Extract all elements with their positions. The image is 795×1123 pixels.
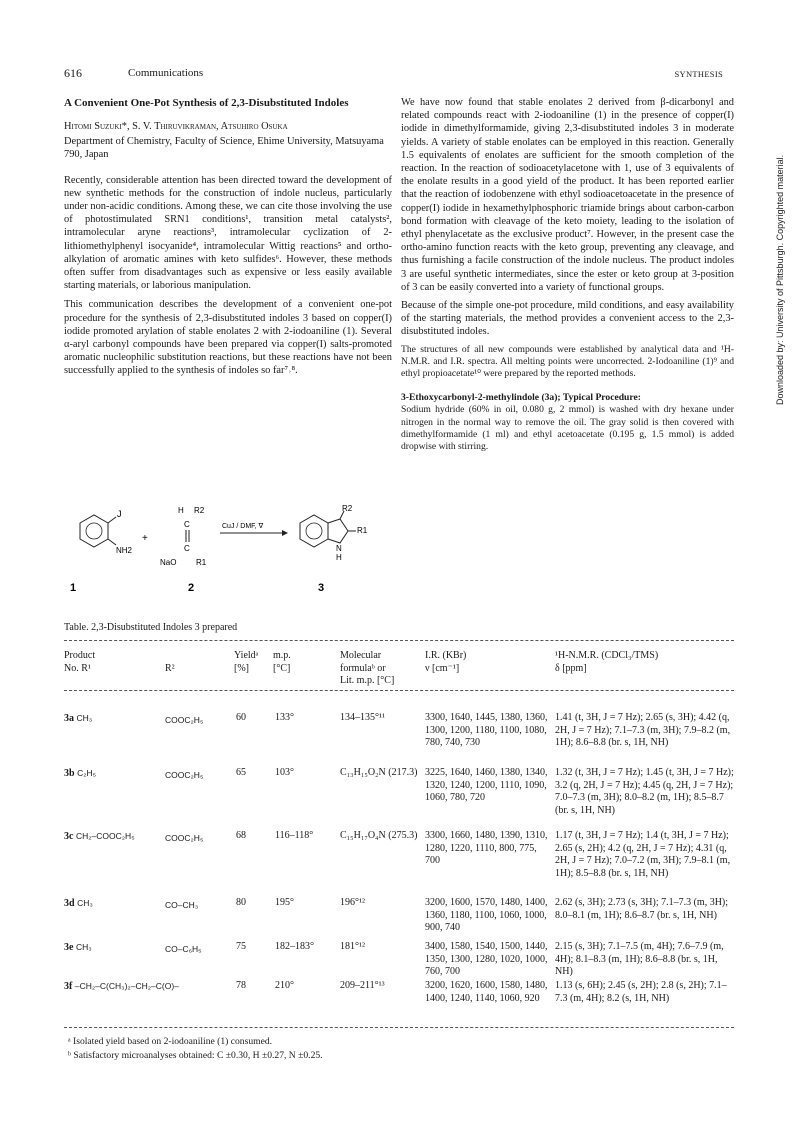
page-number: 616 (64, 66, 82, 80)
label-r1-indole: R1 (357, 526, 368, 535)
cell-r2: COOC₂H₅ (165, 715, 204, 725)
table-header-rule (64, 690, 734, 691)
label-h: H (178, 506, 184, 515)
left-column (64, 96, 392, 378)
cell-yield: 78 (236, 980, 246, 991)
cell-nmr: 1.32 (t, 3H, J = 7 Hz); 1.45 (t, 3H, J = 7 Hz); 3.2 (q, 2H, J = 7 Hz); 4.45 (q, 2H, J = 7 Hz); 7.0–7.3 (m, 3H); 8.0–8.2 (m, 1H); 8.5–8.7 (br. s, 1H, NH) (555, 767, 734, 816)
th-product: Product No. R¹ (64, 650, 96, 674)
benzene-ring-3 (300, 515, 328, 547)
affiliation: Department of Chemistry, Faculty of Science, Ehime University, Matsuyama 790, Japan (64, 136, 384, 161)
cell-yield: 80 (236, 897, 246, 908)
table-bottom-rule (64, 1027, 734, 1028)
plus-sign: + (142, 533, 148, 544)
right-column (401, 96, 734, 453)
cell-ir: 3300, 1660, 1480, 1390, 1310, 1280, 1220, 1110, 800, 775, 700 (425, 830, 548, 867)
cell-nmr: 1.17 (t, 3H, J = 7 Hz); 1.4 (t, 3H, J = 7 Hz); 2.65 (s, 2H); 4.2 (q, 2H, J = 7 Hz); 4.31 (q, 2H, J = 7 Hz); 7.0–7.2 (m, 3H); 7.9–8.1 (m, 1H); 8.5–8.8 (br. s, 1H, NH) (555, 830, 731, 879)
reaction-scheme (60, 505, 380, 595)
cell-mp: 210° (275, 980, 294, 991)
experimental-note: The structures of all new compounds were established by analytical data and ¹H-N.M.R. and I.R. spectra. All melting points were uncorrected. 2-Iodoaniline (1)⁹ and ethyl propioacetate¹⁰ were prepared by the reported methods. (401, 343, 734, 380)
cell-nmr: 2.15 (s, 3H); 7.1–7.5 (m, 4H); 7.6–7.9 (m, 4H); 8.1–8.3 (m, 1H); 8.6–8.8 (br. s, 1H, NH) (555, 941, 724, 978)
cell-formula: 134–135°¹¹ (340, 712, 385, 723)
cell-mp: 195° (275, 897, 294, 908)
compound-number-2: 2 (188, 582, 195, 594)
footnote-a: ᵃ Isolated yield based on 2-iodoaniline (1) consumed. (68, 1036, 273, 1047)
cell-formula: C₁₅H₁₇O₄N (275.3) (340, 830, 418, 841)
intro-paragraph-2: This communication describes the development of a convenient one-pot procedure for the synthesis of 2,3-disubstituted indoles 3 based on copper(I) iodide promoted arylation of stable enolates 2 with 2-iodoaniline (1). Several α-aryl carbonyl compounds have been prepared via copper(I) salts-promoted aromatic nucleophilic substitution reactions, but these reactions have not been successfully applied to the synthesis of indoles so far⁷˒⁸. (64, 299, 392, 377)
th-nmr: ¹H-N.M.R. (CDCl₃/TMS) δ [ppm] (555, 650, 659, 674)
cell-mp: 103° (275, 767, 294, 778)
cell-yield: 68 (236, 830, 246, 841)
cell-r2: CO–CH₃ (165, 900, 199, 910)
cell-nmr: 1.41 (t, 3H, J = 7 Hz); 2.65 (s, 3H); 4.42 (q, 2H, J = 7 Hz); 7.1–7.3 (m, 3H); 7.9–8.2 (m, 1H); 8.6–8.8 (br. s, 1H, NH) (555, 712, 731, 749)
label-c-top: C (184, 520, 190, 529)
aromatic-circle-3 (306, 523, 322, 539)
cell-r2: CO–C₆H₅ (165, 944, 202, 954)
th-mp: m.p. [°C] (273, 650, 291, 674)
cell-yield: 75 (236, 941, 246, 952)
cell-ir: 3200, 1600, 1570, 1480, 1400, 1360, 1180, 1100, 1060, 1000, 900, 740 (425, 897, 548, 934)
label-r1-enolate: R1 (196, 558, 207, 567)
table-row-3a: 3a CH₃ (64, 713, 93, 724)
th-r2: R² (165, 663, 175, 674)
cell-formula: 181°¹² (340, 941, 365, 952)
intro-paragraph-1: Recently, considerable attention has been directed toward the development of new synthetic methods for the construction of indole nucleus, particularly under non-acidic conditions. Among these, we can cite those involving the use of photostimulated SRN1 conditions¹, transition metal catalysts², intramolecular aryne reactions³, intramolecular cyclization of 2-lithiomethylphenyl isocyanide⁴, intramolecular Wittig reactions⁵ and ortho-alkylation of aromatic amines with keto sulfides⁶. However, these methods often suffer from disadvantages such as expensive or less easily available starting materials, or laborious manipulation. (64, 174, 392, 292)
reagent-label: CuJ / DMF, ∇ (222, 523, 264, 530)
compound-number-1: 1 (70, 582, 77, 594)
procedure-title: 3-Ethoxycarbonyl-2-methylindole (3a); Typical Procedure: (401, 392, 641, 404)
label-nh2: NH2 (116, 546, 133, 555)
article-title: A Convenient One-Pot Synthesis of 2,3-Disubstituted Indoles (64, 97, 349, 109)
cell-formula: 196°¹² (340, 897, 365, 908)
label-n-indole: N (336, 544, 342, 553)
pyrrole-ring (328, 519, 348, 543)
table-top-rule (64, 640, 734, 641)
label-c-bottom: C (184, 544, 190, 553)
cell-formula: 209–211°¹³ (340, 980, 385, 991)
journal-name: SYNTHESIS (674, 69, 723, 79)
benzene-ring-1 (80, 515, 108, 547)
cell-ir: 3300, 1640, 1445, 1380, 1360, 1300, 1200, 1180, 1100, 1080, 780, 740, 730 (425, 712, 548, 749)
cell-ir: 3200, 1620, 1600, 1580, 1480, 1400, 1240, 1140, 1060, 920 (425, 980, 548, 1004)
cell-yield: 65 (236, 767, 246, 778)
procedure-text: Sodium hydride (60% in oil, 0.080 g, 2 mmol) is washed with dry hexane under nitrogen in the normal way to remove the oil. The gray solid is then covered with dimethylformamide (1 ml) and ethyl acetoacetate (0.195 g, 1.5 mmol) is added dropwise with stirring. (401, 404, 734, 453)
label-nao: NaO (160, 558, 177, 567)
cell-mp: 133° (275, 712, 294, 723)
table-row-3e: 3e CH₃ (64, 942, 92, 953)
compound-number-3: 3 (318, 582, 325, 594)
authors: Hitomi Suzuki*, S. V. Thiruvikraman, Atsuhiro Osuka (64, 121, 288, 132)
aromatic-circle-1 (86, 523, 102, 539)
label-h-indole: H (336, 553, 342, 562)
th-formula: Molecular formulaᵇ or Lit. m.p. [°C] (340, 650, 395, 687)
label-iodo: J (117, 509, 122, 519)
cell-mp: 182–183° (275, 941, 314, 952)
table-row-3d: 3d CH₃ (64, 898, 93, 909)
cell-ir: 3400, 1580, 1540, 1500, 1440, 1350, 1300, 1280, 1020, 1000, 760, 700 (425, 941, 548, 978)
table-title: Table. 2,3-Disubstituted Indoles 3 prepared (64, 622, 238, 633)
label-r2-indole: R2 (342, 505, 353, 513)
cell-nmr: 1.13 (s, 6H); 2.45 (s, 2H); 2.8 (s, 2H); 7.1–7.3 (m, 4H); 8.2 (s, 1H, NH) (555, 980, 727, 1004)
cell-mp: 116–118° (275, 830, 314, 841)
table-row-3c: 3c CH₂–COOC₂H₅ (64, 831, 135, 842)
cell-r2: COOC₂H₅ (165, 833, 204, 843)
cell-nmr: 2.62 (s, 3H); 2.73 (s, 3H); 7.1–7.3 (m, 3H); 8.0–8.1 (m, 1H); 8.6–8.7 (br. s, 1H, NH) (555, 897, 729, 921)
cell-r2: COOC₂H₅ (165, 770, 204, 780)
cell-ir: 3225, 1640, 1460, 1380, 1340, 1320, 1240, 1200, 1110, 1090, 1060, 780, 720 (425, 767, 548, 804)
section-name: Communications (128, 67, 204, 79)
download-watermark: Downloaded by: University of Pittsburgh. Copyrighted material. (775, 154, 785, 405)
footnote-b: ᵇ Satisfactory microanalyses obtained: C ±0.30, H ±0.27, N ±0.25. (68, 1050, 323, 1061)
table-row-3f: 3f –CH₂–C(CH₃)₂–CH₂–C(O)– (64, 981, 179, 992)
cell-formula: C₁₃H₁₅O₂N (217.3) (340, 767, 418, 778)
conclusion-paragraph: Because of the simple one-pot procedure, mild conditions, and easy availability of the starting materials, the method provides a convenient access to the 2,3-disubstituted indoles. (401, 300, 734, 338)
th-yield: Yieldᵃ [%] (234, 650, 259, 674)
results-paragraph: We have now found that stable enolates 2 derived from β-dicarbonyl and related compounds react with 2-iodoaniline (1) in the presence of copper(I) iodide in dimethylformamide, giving 2,3-disubstituted indoles 3 in moderate yields. A variety of stable enolates can be employed in this reaction. Generally 1.5 equivalents of enolates are sufficient for the smooth completion of the reaction. In the reaction of sodioacetylacetone with 1, use of 3 equivalents of the enolate results in a good yield of the product. It has been reported earlier that the reaction of iodobenzene with ethyl sodioacetoacetate in the presence of copper(I) iodide in hexamethylphosphoric triamide brings about carbon-carbon bond formation with cleavage of the keto moiety, leading to the isolation of ethyl phenylacetate as the exclusive product⁷. However, in the present case the ortho-amino function reacts with the keto group, preventing any cleavage, and thus furnishing a facile construction of the indole nucleus. The product indoles 3 are useful synthetic intermediates, since the ester or keto group at 3-position of 3 can be easily converted into a variety of functional groups. (401, 97, 734, 293)
arrow-head (282, 530, 288, 536)
th-ir: I.R. (KBr) ν [cm⁻¹] (425, 650, 467, 674)
cell-yield: 60 (236, 712, 246, 723)
table-row-3b: 3b C₂H₅ (64, 768, 97, 779)
label-r2-enolate: R2 (194, 506, 205, 515)
